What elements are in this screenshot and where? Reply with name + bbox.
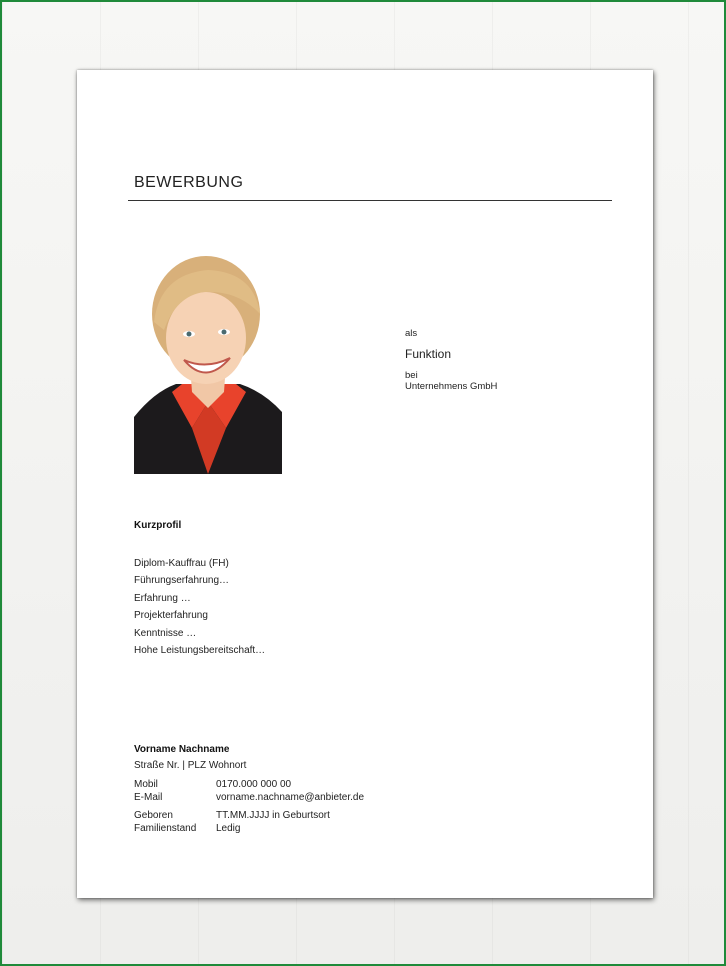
applicant-address: Straße Nr. | PLZ Wohnort [134, 760, 247, 771]
profile-item: Diplom-Kauffrau (FH) [134, 558, 229, 569]
profile-item: Hohe Leistungsbereitschaft… [134, 645, 266, 657]
mobile-value: 0170.000 000 00 [216, 779, 292, 790]
marital-status-value: Ledig [216, 822, 241, 834]
profile-list [134, 555, 265, 659]
applicant-name: Vorname Nachname [134, 744, 230, 755]
page-title: BEWERBUNG [134, 174, 244, 191]
born-label: Geboren [134, 810, 173, 821]
email-value: vorname.nachname@anbieter.de [216, 791, 365, 803]
mobile-row [134, 779, 364, 792]
applicant-photo [134, 252, 282, 474]
at-label: bei [405, 370, 418, 381]
profile-item: Projekterfahrung [134, 610, 208, 622]
born-row [134, 810, 364, 823]
marital-status-row [134, 823, 364, 836]
application-cover-page [77, 70, 653, 898]
as-label: als [405, 328, 418, 339]
profile-item: Kenntnisse … [134, 627, 197, 639]
role-name: Funktion [405, 347, 452, 361]
born-value: TT.MM.JJJJ in Geburtsort [216, 810, 330, 821]
email-row [134, 792, 364, 805]
profile-item: Führungserfahrung… [134, 575, 230, 587]
marital-status-label: Familienstand [134, 822, 197, 834]
profile-heading: Kurzprofil [134, 520, 182, 531]
mobile-label: Mobil [134, 779, 158, 790]
company-name: Unternehmens GmbH [405, 381, 498, 392]
title-divider [128, 200, 612, 201]
email-label: E-Mail [134, 791, 163, 803]
profile-item: Erfahrung … [134, 592, 191, 604]
target-position [405, 328, 497, 392]
contact-block [134, 744, 364, 835]
